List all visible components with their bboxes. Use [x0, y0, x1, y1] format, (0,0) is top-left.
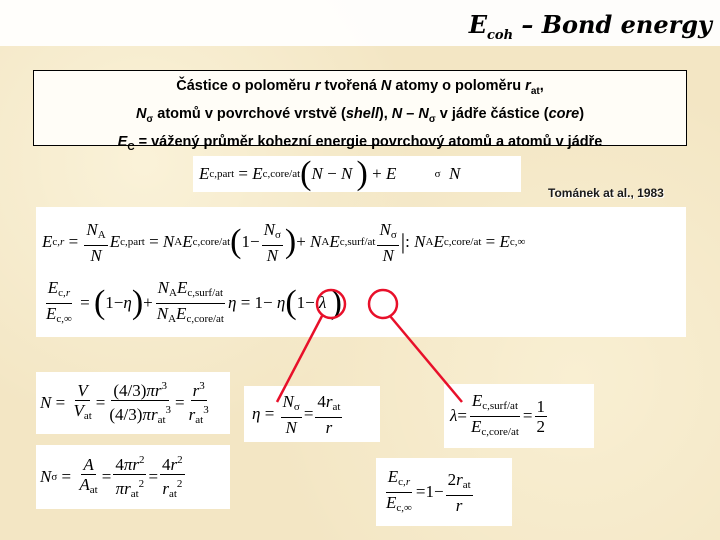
equation-ratio: $\frac{E_{c,r}}{E_{c,\infty}}$ = ( 1− η ) + $\frac{N_AE_{c,surf/at}}{N_AE_{c,core/at}}$ η = 1− η ( 1− λ )	[46, 277, 342, 325]
equation-particle-energy: E c,part = E c,core/at ( N − N ) + E σ N	[193, 156, 521, 192]
definition-line-3: $E_C$ = vážený průměr kohezní energie povrchový atomů a atomů v jádře	[117, 133, 603, 153]
equation-eta: η = $\frac{N_\sigma}{N}$ = $\frac{4r_{at}}{r}$	[244, 386, 380, 442]
definition-line-2: $N_\sigma$ atomů v povrchové vrstvě (shell), N – $N_\sigma$ v jádře částice (core)	[135, 105, 585, 125]
slide-title: $E_{coh}$ – Bond energy	[468, 10, 712, 43]
equation-final: $\frac{E_{c,r}}{E_{c,\infty}}$ =1− $\frac{2r_{at}}{r}$	[376, 458, 512, 526]
equation-n: N = $\frac{V}{V_{at}}$ = $\frac{(4/3)\pi r^3}{(4/3)\pi r_{at}^3}$ = $\frac{r^3}{r_{at}^3}$	[36, 372, 230, 434]
equation-c-r: E c,r = $\frac{N_A}{N}$ E c,part = N A E c,core/at ( 1− $\frac{N_\sigma}{N}$ ) + N A E c,surf/at $\frac{N_\sigma}{N}$ | : N A E c,core/at = E c,∞	[42, 219, 526, 265]
reference-citation: Tománek at al., 1983	[548, 186, 664, 200]
lambda-arrow	[390, 316, 462, 402]
equation-n-sigma: N σ = $\frac{A}{A_{at}}$ = $\frac{4\pi r^2}{\pi r_{at}^2}$ = $\frac{4r^2}{r_{at}^2}$	[36, 445, 230, 509]
definition-line-1: Částice o poloměru r tvořená N atomy o poloměru $r_{at}$,	[176, 78, 544, 97]
lambda-highlight-circle	[369, 290, 397, 318]
equation-lambda: λ = $\frac{E_{c,surf/at}}{E_{c,core/at}}$ = $\frac{1}{2}$	[444, 384, 594, 448]
eta-highlight-circle	[317, 290, 345, 318]
eta-arrow	[277, 316, 322, 402]
